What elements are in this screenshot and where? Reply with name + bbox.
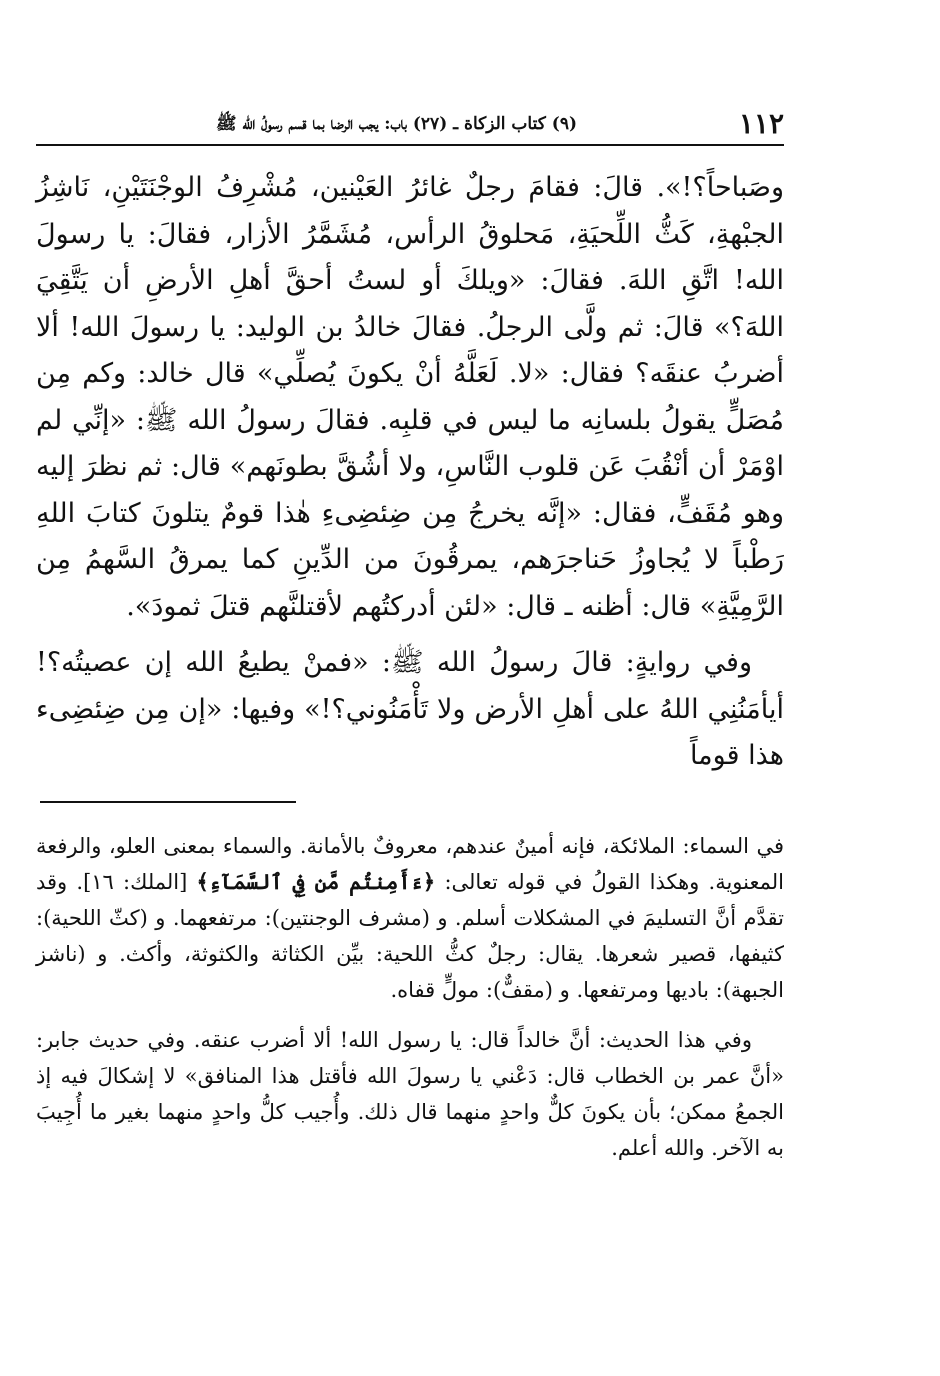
commentary-paragraph: وفي هذا الحديث: أنَّ خالداً قال: يا رسول الله! ألا أضرب عنقه. وفي حديث جابر: «أنَّ عمر بن الخطاب قال: دَعْني يا رسولَ الله فأقتل هذا المنافق» لا إشكالَ فيه إذ الجمعُ ممكن؛ بأن يكونَ كلٌّ واحدٍ منهما قال ذلك. وأُجيب كلُّ واحدٍ منهما بغير ما أُجِيبَ به الآخر. والله أعلم.: [36, 1028, 784, 1160]
main-text: [36, 165, 784, 780]
page-number: ١١٢: [738, 107, 784, 140]
footnote-text-after: [الملك: ١٦]. وقد تقدَّم أنَّ التسليمَ في المشكلات أسلم. و (مشرف الوجنتين): مرتفعهما. و (كثّ اللحية): كثيفها، قصير شعرها. يقال: رجلٌ كثُّ اللحية: بيِّن الكثاثة والكثوثة، وأكث. و (ناشز الجبهة): باديها ومرتفعها. و (مقفٌّ): مولٍّ قفاه.: [36, 870, 784, 1002]
page-header: [36, 104, 784, 146]
riwaya-paragraph: وفي روايةٍ: قالَ رسولُ الله ﷺ: «فمنْ يطيعُ الله إن عصيتُه؟! أيأمَنُنِي اللهُ على أهلِ الأرض ولا تَأْمَنُوني؟!» وفيها: «إن مِن ضِئضِىء هذا قوماً: [36, 647, 784, 771]
hadith-paragraph: وصَباحاً؟!». قالَ: فقامَ رجلٌ غائرُ العَيْنين، مُشْرِفُ الوجْنَتَيْنِ، نَاشِزُ الجبْهةِ، كَثُّ اللِّحيَةِ، مَحلوقُ الرأس، مُشَمَّرُ الأزار، فقالَ: يا رسولَ الله! اتَّقِ اللهَ. فقالَ: «ويلكَ أو لستُ أحقَّ أهلِ الأرضِ أن يَتَّقِيَ اللهَ؟» قالَ: ثم ولَّى الرجلُ. فقالَ خالدُ بن الوليد: يا رسولَ الله! ألا أضربُ عنقَه؟ فقال: «لا. لَعَلَّهُ أنْ يكونَ يُصلِّي» قال خالد: وكم مِن مُصَلٍّ يقولُ بلسانِه ما ليس في قلبِه. فقالَ رسولُ الله ﷺ: «إنِّي لم اوْمَرْ أن أنْقُبَ عَن قلوب النَّاسِ، ولا أشُقَّ بطونَهم» قال: ثم نظرَ إليه وهو مُقَفٍّ، فقال: «إنَّه يخرجُ مِن ضِئضِىءِ هٰذا قومٌ يتلونَ كتابَ اللهِ رَطْباً لا يُجاوزُ حَناجرَهم، يمرقُونَ من الدِّينِ كما يمرقُ السَّهمُ مِن الرَّمِيَّةِ» قال: أظنه ـ قال: «لئن أدركتُهم لأقتلنَّهم قتلَ ثمودَ».: [36, 172, 784, 622]
footnote-paragraph: [36, 828, 784, 1008]
running-title: (٩) كتاب الزكاة ـ (٢٧) باب: يجب الرضا بما قسم رسولُ الله ﷺ: [216, 114, 577, 134]
quran-quote: ﴿ءَأَمِنتُم مَّن فِي ٱلسَّمَآءِ﴾: [196, 869, 436, 894]
footnotes: [36, 828, 784, 1166]
footnote-text-before: في السماء: الملائكة، فإنه أمينٌ عندهم، معروفٌ بالأمانة. والسماء بمعنى العلو، والرفعة المعنوية. وهكذا القولُ في قوله تعالى:: [36, 834, 784, 894]
footnote-divider: [40, 801, 296, 803]
